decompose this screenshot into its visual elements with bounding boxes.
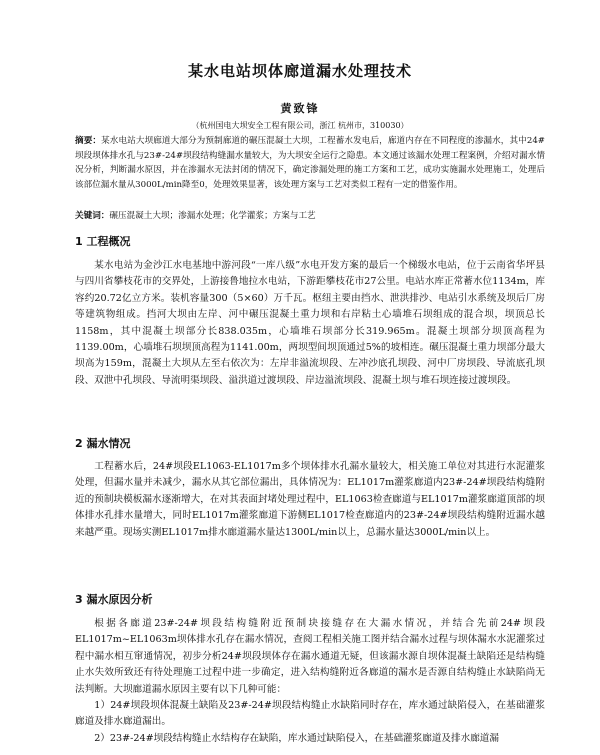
author-affiliation: （杭州国电大坝安全工程有限公司，浙江 杭州市，310030） bbox=[191, 121, 409, 130]
list-item: 2）23#-24#坝段结构缝止水结构存在缺陷，库水通过缺陷侵入，在基础灌浆廊道及排水廊道漏 bbox=[94, 732, 499, 744]
abstract-label: 摘要： bbox=[75, 136, 102, 146]
keywords bbox=[75, 209, 545, 223]
paper-title: 某水电站坝体廊道漏水处理技术 bbox=[187, 62, 412, 80]
section-body bbox=[75, 616, 545, 747]
list-item: 1）24#坝段坝体混凝土缺陷及23#-24#坝段结构缝止水缺陷同时存在，库水通过缺陷侵入，在基础灌浆廊道及排水廊道漏出。 bbox=[75, 700, 545, 728]
author-name: 黄致锋 bbox=[280, 102, 320, 115]
section-heading-cause-analysis: 3 漏水原因分析 bbox=[75, 593, 153, 606]
section-heading-overview: 1 工程概况 bbox=[75, 235, 131, 248]
abstract-text: 某水电站大坝廊道大部分为预制廊道的碾压混凝土大坝，工程蓄水发电后，廊道内存在不同程度的渗漏水，其中24#坝段坝体排水孔与23#-24#坝段结构缝漏水量较大，为大坝安全运行之隐患。本文通过该漏水处理工程案例，介绍对漏水情况分析，判断漏水原因，并在渗漏水无法封闭的情况下，确定渗漏处理的施工方案和工艺，成功实施漏水处理施工，处理后该部位漏水量从3000L/min降至0，处理效果显著，该处理方案与工艺对类似工程有一定的借鉴作用。 bbox=[75, 136, 545, 190]
abstract bbox=[75, 134, 545, 192]
section-paragraph: 工程蓄水后，24#坝段EL1063-EL1017m多个坝体排水孔漏水量较大，相关施工单位对其进行水泥灌浆处理，但漏水量并未减少，漏水从其它部位漏出，具体情况为：EL1017m灌浆廊道内23#-24#坝段结构缝附近的预制块模板漏水逐渐增大，在对其表面封堵处理过程中，EL1063检查廊道与EL1017m灌浆廊道顶部的坝体排水孔排水量增大，同时EL1017m灌浆廊道下游侧EL1017检查廊道内的23#-24#坝段结构缝附近漏水越来越严重。现场实测EL1017m排水廊道漏水量达1300L/min以上，总漏水量达3000L/min以上。 bbox=[75, 461, 545, 538]
keywords-label: 关键词： bbox=[75, 211, 110, 221]
section-paragraph: 某水电站为金沙江水电基地中游河段“一库八级”水电开发方案的最后一个梯级水电站，位于云南省华坪县与四川省攀枝花市的交界处，上游接鲁地拉水电站，下游距攀枝花市27公里。电站水库正常蓄水位1134m，库容约20.72亿立方米。装机容量300（5×60）万千瓦。枢纽主要由挡水、泄洪排沙、电站引水系统及坝后厂房等建筑物组成。挡河大坝由左岸、河中碾压混凝土重力坝和右岸粘土心墙堆石坝组成的混合坝，坝顶总长1158m，其中混凝土坝部分长838.035m，心墙堆石坝部分长319.965m。混凝土坝部分坝顶高程为1139.00m，心墙堆石坝坝顶高程为1141.00m，两坝型间坝顶通过5%的坡相连。碾压混凝土重力坝部分最大坝高为159m，混凝土大坝从左至右依次为：左岸非溢流坝段、左冲沙底孔坝段、河中厂房坝段、导流底孔坝段、双泄中孔坝段、导流明渠坝段、溢洪道过渡坝段、岸边溢流坝段、混凝土坝与堆石坝连接过渡坝段。 bbox=[75, 260, 545, 386]
section-paragraph: 根据各廊道23#-24#坝段结构缝附近预制块接缝存在大漏水情况，并结合先前24#坝段EL1017m~EL1063m坝体排水孔存在漏水情况，查阅工程相关施工图并结合漏水过程与坝体漏水水泥灌浆过程中漏水相互窜通情况，初步分析24#坝段坝体存在漏水通道无疑，但该漏水源自坝体混凝土缺陷还是结构缝止水失效所致还有待处理施工过程中进一步确定，进入结构缝附近各廊道的漏水是否源自结构缝止水缺陷尚无法判断。大坝廊道漏水原因主要有以下几种可能： bbox=[75, 618, 545, 695]
keywords-text: 碾压混凝土大坝；渗漏水处理；化学灌浆；方案与工艺 bbox=[109, 211, 316, 221]
section-heading-leakage: 2 漏水情况 bbox=[75, 437, 131, 450]
